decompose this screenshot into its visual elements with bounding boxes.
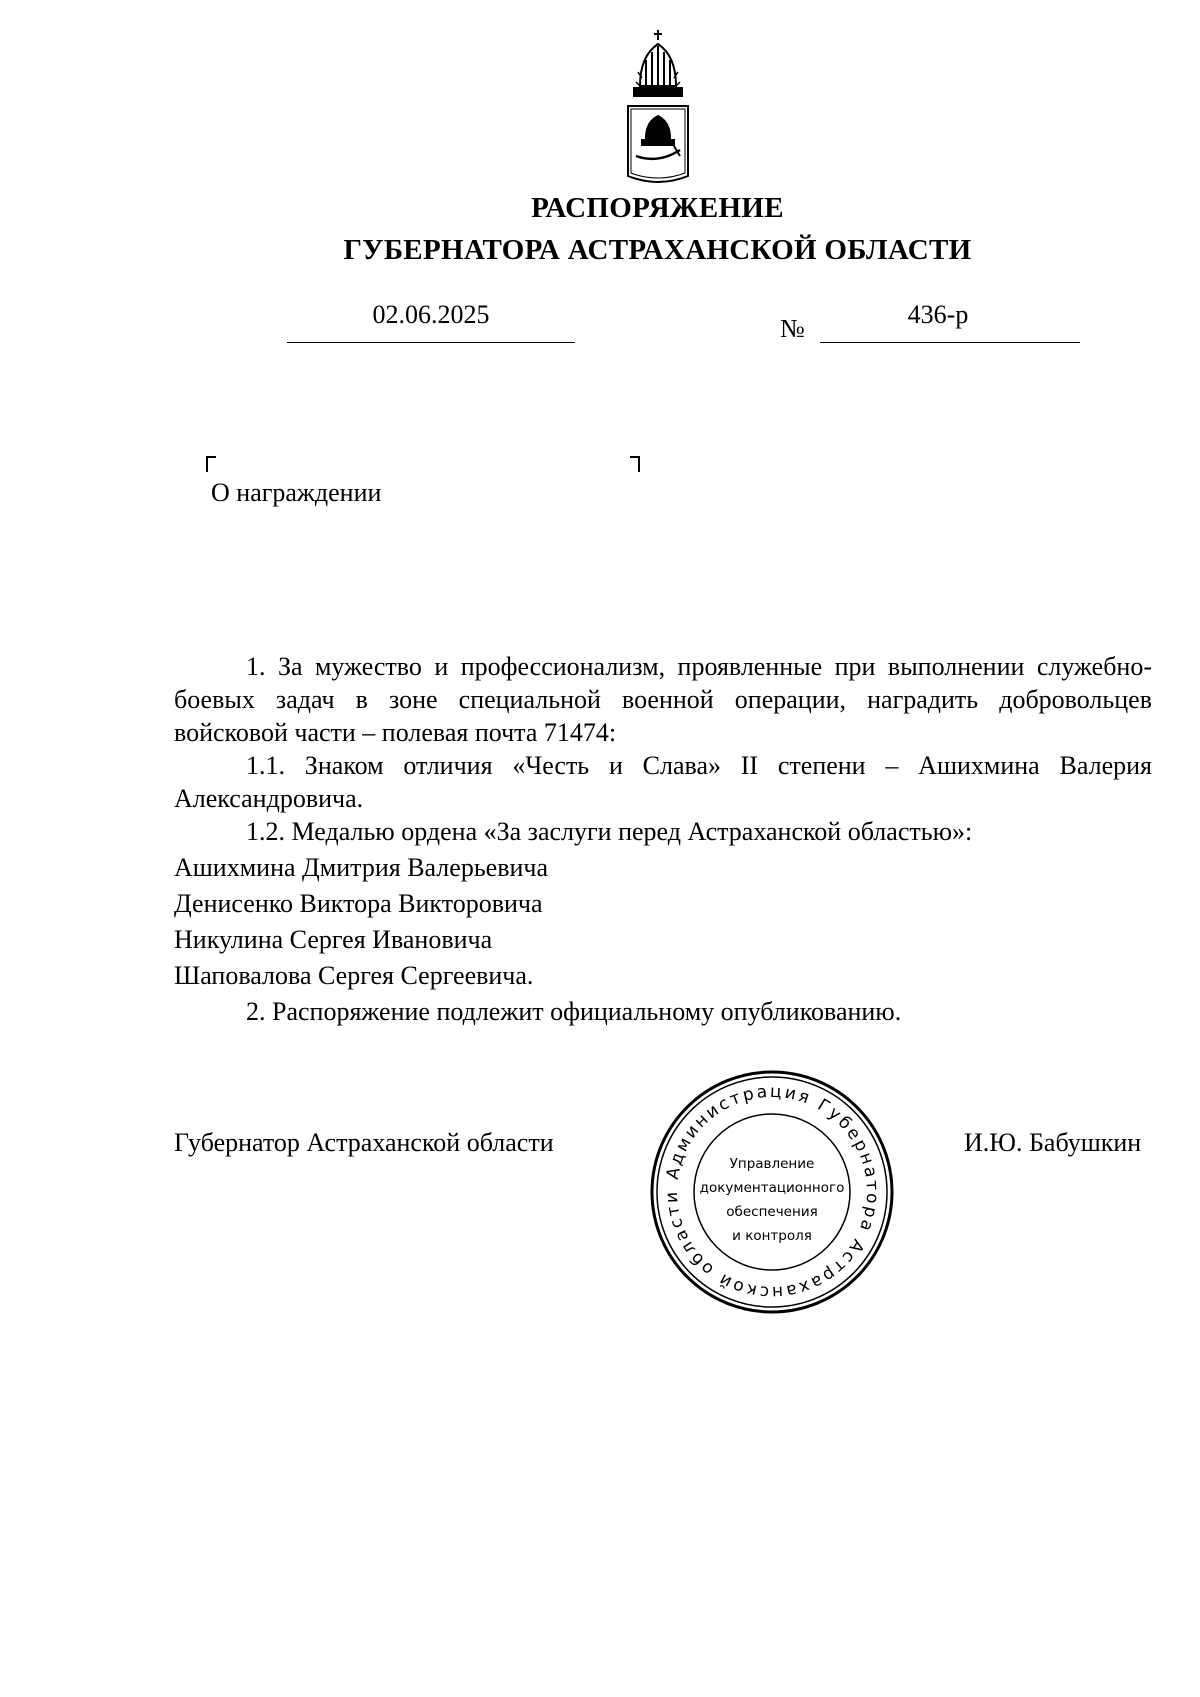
awardee-name: Денисенко Виктора Викторовича bbox=[174, 889, 543, 918]
issuer-title: ГУБЕРНАТОРА АСТРАХАНСКОЙ ОБЛАСТИ bbox=[343, 234, 972, 266]
awardee-name: Ашихмина Дмитрия Валерьевича bbox=[174, 853, 549, 882]
awardee-name: Шаповалова Сергея Сергеевича. bbox=[174, 961, 534, 990]
document-number: 436-р bbox=[907, 300, 969, 329]
number-sign: № bbox=[780, 314, 805, 343]
document-type-title: РАСПОРЯЖЕНИЕ bbox=[531, 192, 784, 224]
paragraph-2: 2. Распоряжение подлежит официальному опубликованию. bbox=[246, 997, 902, 1026]
paragraph-1-1: 1.1. Знаком отличия «Честь и Слава» II степени – Ашихмина Валерия Александровича. bbox=[174, 751, 1152, 813]
seal-center-line: документационного bbox=[699, 1180, 845, 1196]
document-date: 02.06.2025 bbox=[372, 300, 490, 329]
paragraph-1-2: 1.2. Медалью ордена «За заслуги перед Астраханской областью»: bbox=[246, 817, 973, 846]
seal-center-line: Управление bbox=[729, 1156, 815, 1172]
document-subject: О награждении bbox=[211, 478, 382, 507]
subject-corner-left bbox=[206, 456, 216, 472]
document-body bbox=[174, 650, 1152, 1028]
signatory-position: Губернатор Астраханской области bbox=[174, 1128, 554, 1157]
paragraph-1: 1. За мужество и профессионализм, проявленные при выполнении служебно-боевых задач в зоне специальной военной операции, наградить добровольцев войсковой части – полевая почта 71474: bbox=[174, 652, 1152, 747]
awardee-name: Никулина Сергея Ивановича bbox=[174, 925, 493, 954]
seal-center-line: и контроля bbox=[732, 1228, 812, 1244]
subject-corner-right bbox=[630, 456, 640, 472]
official-seal-icon bbox=[648, 1068, 896, 1316]
seal-center-line: обеспечения bbox=[726, 1204, 818, 1220]
seal-ring-text: Администрация Губернатора Астраханской области bbox=[661, 1081, 883, 1303]
coat-of-arms-icon bbox=[618, 26, 698, 184]
signatory-name: И.Ю. Бабушкин bbox=[964, 1128, 1142, 1157]
